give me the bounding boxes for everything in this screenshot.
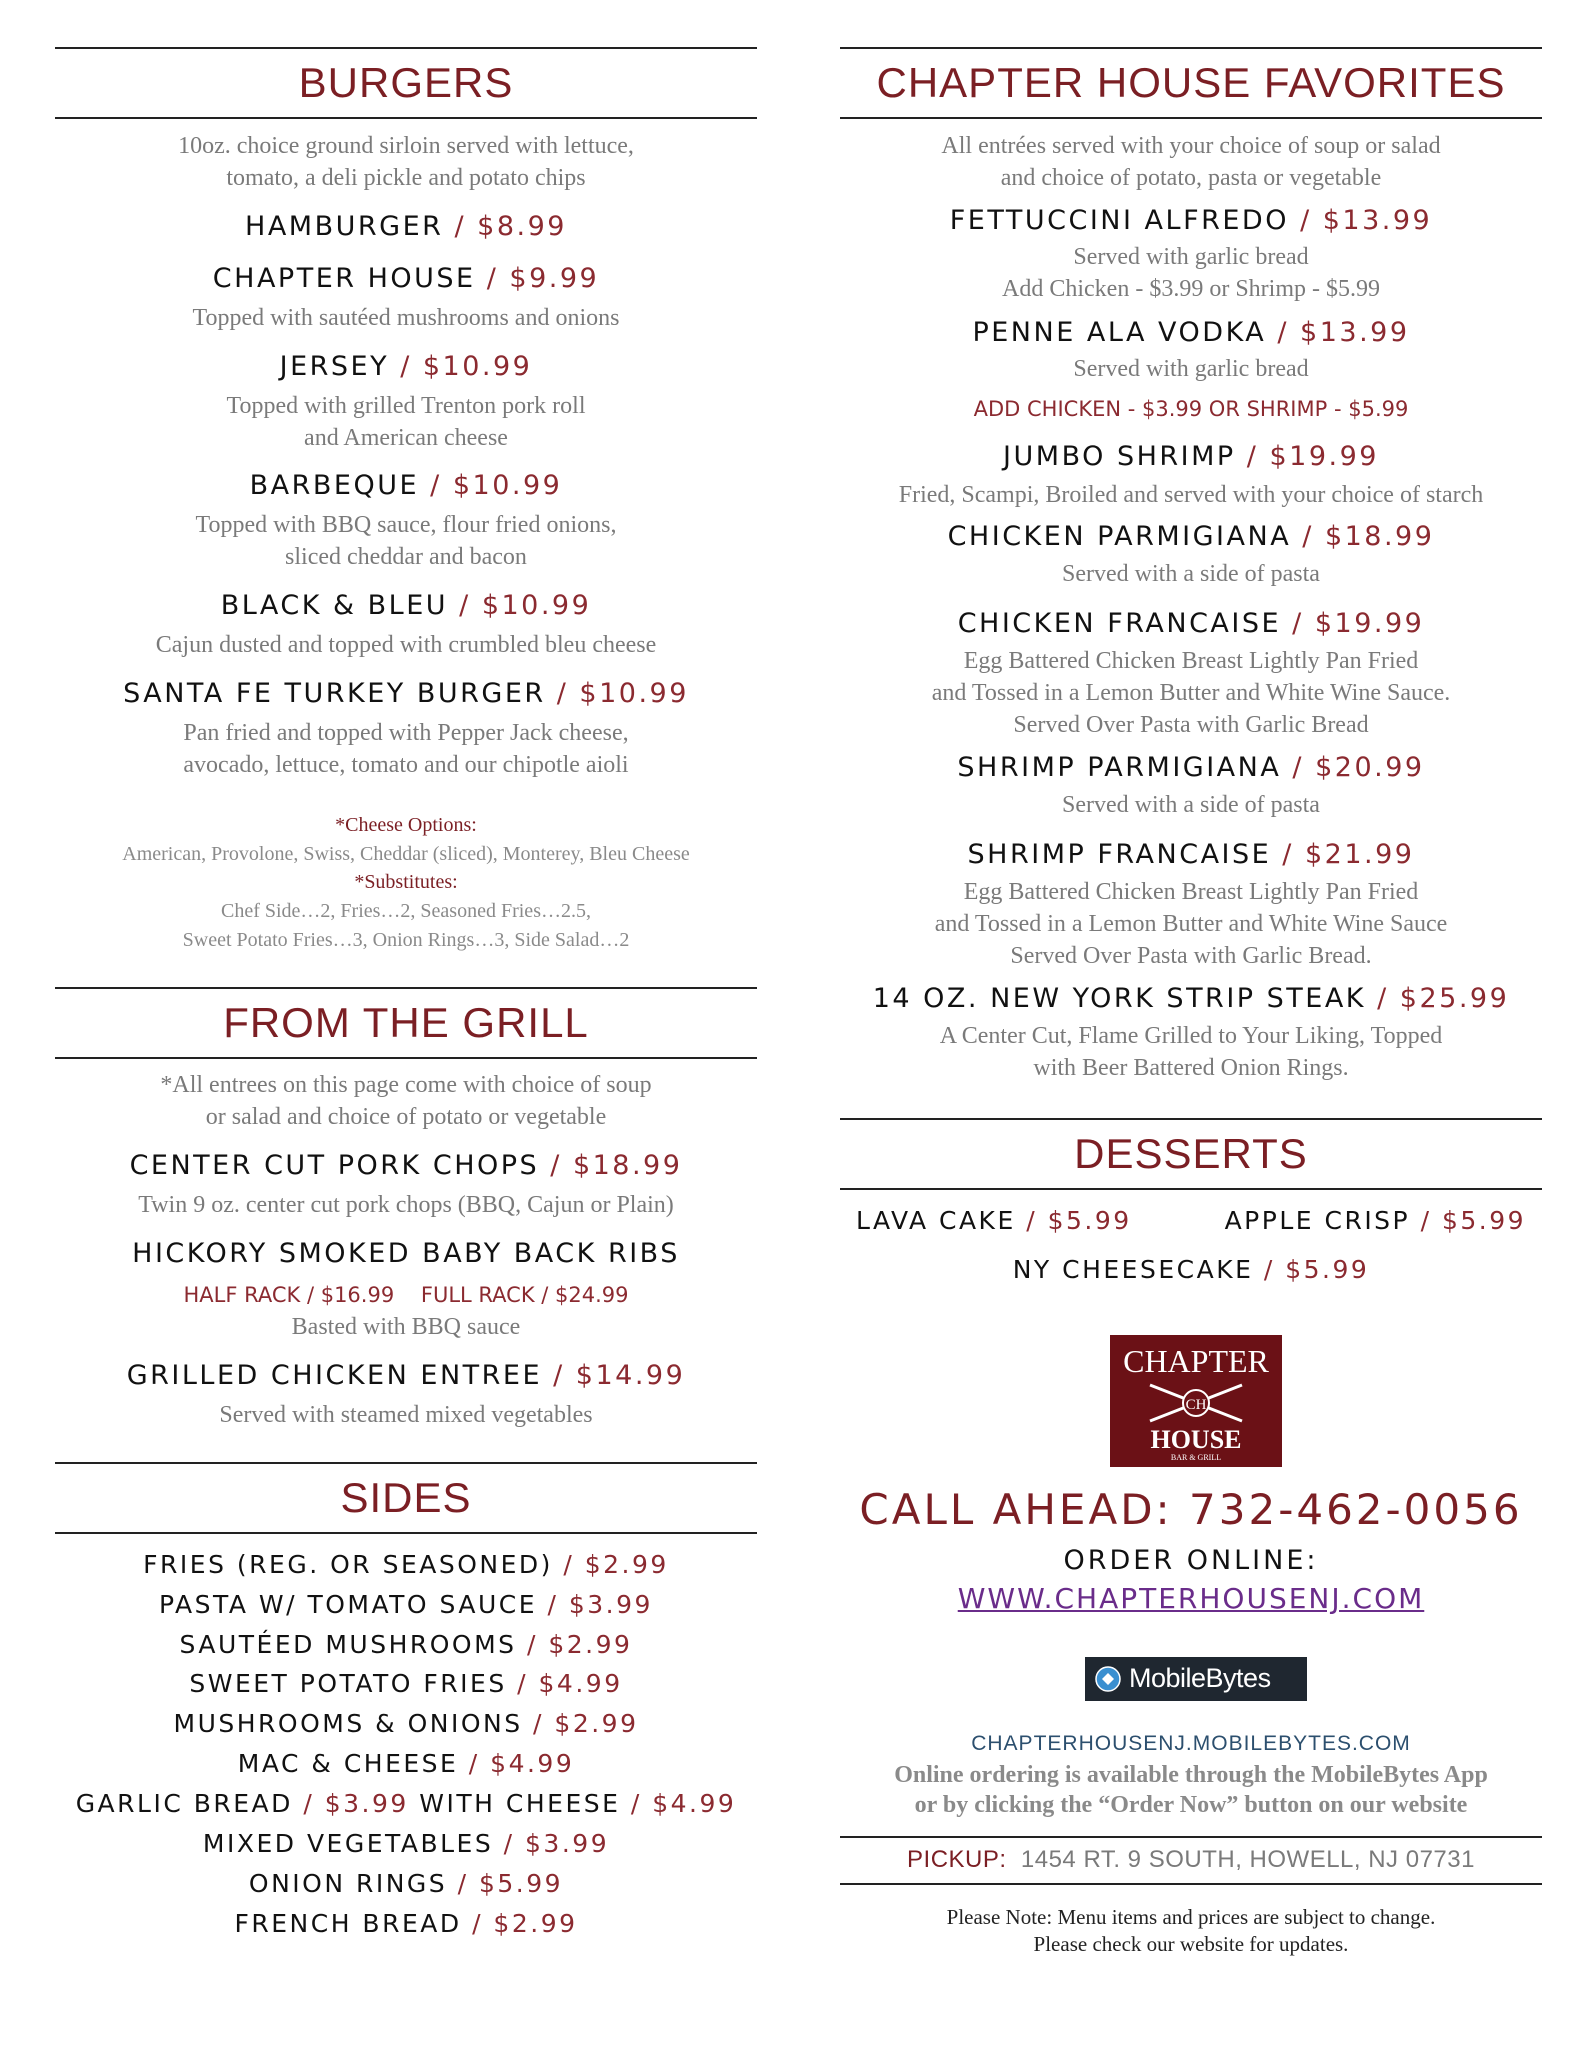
menu-item-chapter-house: [55, 263, 757, 294]
item-name: BLACK & BLEU: [220, 590, 449, 621]
item-description: Fried, Scampi, Broiled and served with your choice of starch: [898, 482, 1484, 508]
price-note-2: Please check our website for updates.: [1033, 1932, 1349, 1956]
item-name: JUMBO SHRIMP: [1003, 441, 1236, 472]
menu-item-santa-fe-turkey-burger: [55, 678, 757, 709]
item-price: / $3.99: [503, 1829, 610, 1858]
item-name: FETTUCCINI ALFREDO: [949, 205, 1289, 236]
menu-item-chicken-francaise: [840, 608, 1542, 639]
item-description: avocado, lettuce, tomato and our chipotle aioli: [183, 752, 629, 778]
side-item: [55, 1630, 757, 1659]
divider: [840, 1836, 1542, 1838]
menu-item-shrimp-parmigiana: [840, 752, 1542, 783]
menu-item-fettuccini-alfredo: [840, 205, 1542, 236]
ribs-prices: [55, 1283, 757, 1307]
item-name: SHRIMP PARMIGIANA: [957, 752, 1282, 783]
side-item: [55, 1550, 757, 1579]
item-description: Basted with BBQ sauce: [291, 1314, 521, 1340]
item-description: Served with steamed mixed vegetables: [219, 1402, 593, 1428]
item-price: / $19.99: [1246, 441, 1379, 472]
item-description: and Tossed in a Lemon Butter and White Wine Sauce: [934, 911, 1448, 937]
mobilebytes-wordmark: MobileBytes: [1129, 1663, 1271, 1693]
menu-item-penne-ala-vodka: [840, 317, 1542, 348]
item-name: NY CHEESECAKE: [1012, 1255, 1254, 1284]
item-name: GARLIC BREAD: [75, 1789, 293, 1818]
full-rack-price: FULL RACK / $24.99: [420, 1283, 629, 1307]
chapter-house-logo: [1110, 1335, 1282, 1467]
menu-item-black-and-bleu: [55, 590, 757, 621]
item-name: CHAPTER HOUSE: [212, 263, 476, 294]
item-price: / $4.99: [517, 1669, 623, 1698]
item-description: Topped with BBQ sauce, flour fried onions,: [195, 512, 617, 538]
price-note-1: Please Note: Menu items and prices are subject to change.: [946, 1905, 1436, 1929]
item-price: / $3.99: [303, 1789, 409, 1818]
favorites-heading: CHAPTER HOUSE FAVORITES: [876, 59, 1506, 106]
item-price: / $21.99: [1282, 839, 1415, 870]
pickup-label: PICKUP:: [907, 1846, 1007, 1873]
order-online-label: ORDER ONLINE:: [1063, 1545, 1319, 1576]
pickup-address: [840, 1846, 1542, 1874]
item-name: BARBEQUE: [249, 470, 420, 501]
item-extra: WITH CHEESE: [419, 1789, 621, 1818]
item-description: Egg Battered Chicken Breast Lightly Pan Fried: [963, 648, 1419, 674]
substitutes-label: *Substitutes:: [354, 871, 458, 893]
item-description: sliced cheddar and bacon: [285, 544, 527, 570]
item-description: Served with a side of pasta: [1062, 792, 1320, 818]
item-price: / $10.99: [400, 351, 533, 382]
item-name: FRIES (REG. OR SEASONED): [143, 1550, 553, 1579]
item-price: / $3.99: [547, 1590, 653, 1619]
grill-intro-1: *All entrees on this page come with choice of soup: [160, 1072, 652, 1098]
menu-item-jumbo-shrimp: [840, 441, 1542, 472]
burgers-intro-2: tomato, a deli pickle and potato chips: [226, 165, 586, 191]
item-name: PASTA W/ TOMATO SAUCE: [159, 1590, 538, 1619]
favorites-intro-1: All entrées served with your choice of soup or salad: [941, 133, 1441, 159]
grill-heading: FROM THE GRILL: [223, 999, 589, 1046]
pickup-street: 1454 RT. 9 SOUTH, HOWELL, NJ 07731: [1020, 1846, 1475, 1873]
burgers-intro-1: 10oz. choice ground sirloin served with lettuce,: [178, 133, 634, 159]
item-price: / $5.99: [1263, 1255, 1370, 1284]
side-item: [55, 1709, 757, 1738]
menu-item-pork-chops: [55, 1150, 757, 1181]
item-name: SWEET POTATO FRIES: [189, 1669, 507, 1698]
item-price: / $20.99: [1292, 752, 1425, 783]
favorites-header: [840, 47, 1542, 119]
item-name: LAVA CAKE: [855, 1206, 1016, 1235]
item-price: / $2.99: [533, 1709, 639, 1738]
menu-item-barbeque: [55, 470, 757, 501]
crossed-oars-icon: [1146, 1381, 1246, 1425]
substitutes-line-2: Sweet Potato Fries…3, Onion Rings…3, Side Salad…2: [182, 929, 630, 951]
mobilebytes-icon: [1094, 1666, 1122, 1692]
item-description: Served with garlic bread: [1073, 244, 1309, 270]
item-name: CENTER CUT PORK CHOPS: [129, 1150, 540, 1181]
item-name: MIXED VEGETABLES: [202, 1829, 494, 1858]
menu-item-hamburger: [55, 211, 757, 242]
item-price: / $10.99: [459, 590, 592, 621]
item-price: / $13.99: [1277, 317, 1410, 348]
menu-item-grilled-chicken: [55, 1360, 757, 1391]
cheese-options-label: *Cheese Options:: [335, 814, 477, 836]
menu-item-chicken-parmigiana: [840, 521, 1542, 552]
item-price: / $5.99: [1420, 1206, 1527, 1235]
burgers-heading: BURGERS: [298, 59, 514, 106]
logo-bottom-text: HOUSE: [1150, 1425, 1242, 1454]
side-item: [55, 1749, 757, 1778]
item-name: APPLE CRISP: [1224, 1206, 1411, 1235]
item-name: SHRIMP FRANCAISE: [967, 839, 1272, 870]
item-description: Add Chicken - $3.99 or Shrimp - $5.99: [1002, 276, 1380, 302]
online-ordering-line-1: Online ordering is available through the MobileBytes App: [894, 1762, 1488, 1788]
side-item: [55, 1669, 757, 1698]
item-description: Egg Battered Chicken Breast Lightly Pan Fried: [963, 879, 1419, 905]
call-ahead-phone[interactable]: CALL AHEAD: 732-462-0056: [859, 1485, 1523, 1534]
side-item: [55, 1789, 757, 1818]
item-extra-price: / $4.99: [630, 1789, 737, 1818]
item-price: / $5.99: [457, 1869, 564, 1898]
item-description: Pan fried and topped with Pepper Jack cheese,: [183, 720, 629, 746]
menu-item-baby-back-ribs: [55, 1238, 757, 1269]
item-description: Served with a side of pasta: [1062, 561, 1320, 587]
item-description: Served Over Pasta with Garlic Bread: [1013, 712, 1369, 738]
item-description: Cajun dusted and topped with crumbled bleu cheese: [155, 632, 657, 658]
item-description: Served with garlic bread: [1073, 356, 1309, 382]
mobilebytes-url[interactable]: CHAPTERHOUSENJ.MOBILEBYTES.COM: [971, 1732, 1411, 1755]
item-price: / $5.99: [1026, 1206, 1132, 1235]
item-name: SANTA FE TURKEY BURGER: [123, 678, 546, 709]
cheese-options-list: American, Provolone, Swiss, Cheddar (sliced), Monterey, Bleu Cheese: [122, 843, 690, 865]
item-name: FRENCH BREAD: [234, 1909, 462, 1938]
item-price: / $2.99: [472, 1909, 578, 1938]
item-name: HAMBURGER: [245, 211, 444, 242]
item-price: / $10.99: [430, 470, 563, 501]
favorites-intro-2: and choice of potato, pasta or vegetable: [1000, 165, 1382, 191]
item-price: / $14.99: [553, 1360, 686, 1391]
item-description: A Center Cut, Flame Grilled to Your Liking, Topped: [939, 1023, 1443, 1049]
logo-sub-text: BAR & GRILL: [1170, 1453, 1222, 1462]
item-price: / $4.99: [468, 1749, 575, 1778]
item-price: / $9.99: [486, 263, 600, 294]
item-description: Served Over Pasta with Garlic Bread.: [1010, 943, 1372, 969]
website-link[interactable]: WWW.CHAPTERHOUSENJ.COM: [957, 1582, 1425, 1615]
item-price: / $19.99: [1292, 608, 1425, 639]
logo-top-text: CHAPTER: [1123, 1343, 1269, 1379]
item-description: Topped with grilled Trenton pork roll: [226, 393, 586, 419]
dessert-item: [1225, 1206, 1526, 1235]
desserts-heading: DESSERTS: [1074, 1130, 1308, 1177]
sides-heading: SIDES: [340, 1474, 472, 1521]
grill-header: [55, 987, 757, 1059]
item-description: Topped with sautéed mushrooms and onions: [192, 305, 620, 331]
item-name: MAC & CHEESE: [237, 1749, 459, 1778]
desserts-row-2: [840, 1255, 1542, 1284]
item-price: / $25.99: [1377, 983, 1510, 1014]
desserts-row-1: [840, 1206, 1542, 1235]
item-name: SAUTÉED MUSHROOMS: [179, 1630, 517, 1659]
item-name: GRILLED CHICKEN ENTREE: [126, 1360, 543, 1391]
item-description: with Beer Battered Onion Rings.: [1033, 1055, 1349, 1081]
item-name: PENNE ALA VODKA: [972, 317, 1267, 348]
item-name: 14 OZ. NEW YORK STRIP STEAK: [872, 983, 1367, 1014]
item-description: Twin 9 oz. center cut pork chops (BBQ, Cajun or Plain): [138, 1192, 674, 1218]
item-name: MUSHROOMS & ONIONS: [173, 1709, 523, 1738]
menu-item-shrimp-francaise: [840, 839, 1542, 870]
item-description: and Tossed in a Lemon Butter and White Wine Sauce.: [931, 680, 1451, 706]
side-item: [55, 1829, 757, 1858]
item-name: JERSEY: [279, 351, 390, 382]
item-price: / $2.99: [527, 1630, 633, 1659]
menu-item-jersey: [55, 351, 757, 382]
substitutes-line-1: Chef Side…2, Fries…2, Seasoned Fries…2.5,: [221, 900, 591, 922]
item-price: / $10.99: [556, 678, 689, 709]
burgers-header: [55, 47, 757, 119]
side-item: [55, 1909, 757, 1938]
add-on-note: ADD CHICKEN - $3.99 OR SHRIMP - $5.99: [973, 397, 1409, 421]
grill-intro-2: or salad and choice of potato or vegetable: [205, 1104, 607, 1130]
sides-header: [55, 1462, 757, 1534]
desserts-header: [840, 1118, 1542, 1190]
side-item: [55, 1590, 757, 1619]
item-price: / $18.99: [1302, 521, 1435, 552]
item-price: / $2.99: [563, 1550, 669, 1579]
logo-monogram: CH: [1185, 1397, 1207, 1413]
mobilebytes-logo[interactable]: [1085, 1657, 1307, 1701]
item-name: HICKORY SMOKED BABY BACK RIBS: [132, 1238, 680, 1269]
item-price: / $13.99: [1300, 205, 1433, 236]
side-item: [55, 1869, 757, 1898]
item-name: ONION RINGS: [248, 1869, 448, 1898]
divider: [840, 1883, 1542, 1885]
item-price: / $8.99: [454, 211, 567, 242]
half-rack-price: HALF RACK / $16.99: [183, 1283, 395, 1307]
dessert-item: [856, 1206, 1132, 1235]
online-ordering-line-2: or by clicking the “Order Now” button on our website: [914, 1792, 1468, 1818]
item-price: / $18.99: [550, 1150, 683, 1181]
menu-item-ny-strip-steak: [840, 983, 1542, 1014]
item-name: CHICKEN FRANCAISE: [957, 608, 1282, 639]
item-description: and American cheese: [304, 425, 508, 451]
item-name: CHICKEN PARMIGIANA: [947, 521, 1292, 552]
